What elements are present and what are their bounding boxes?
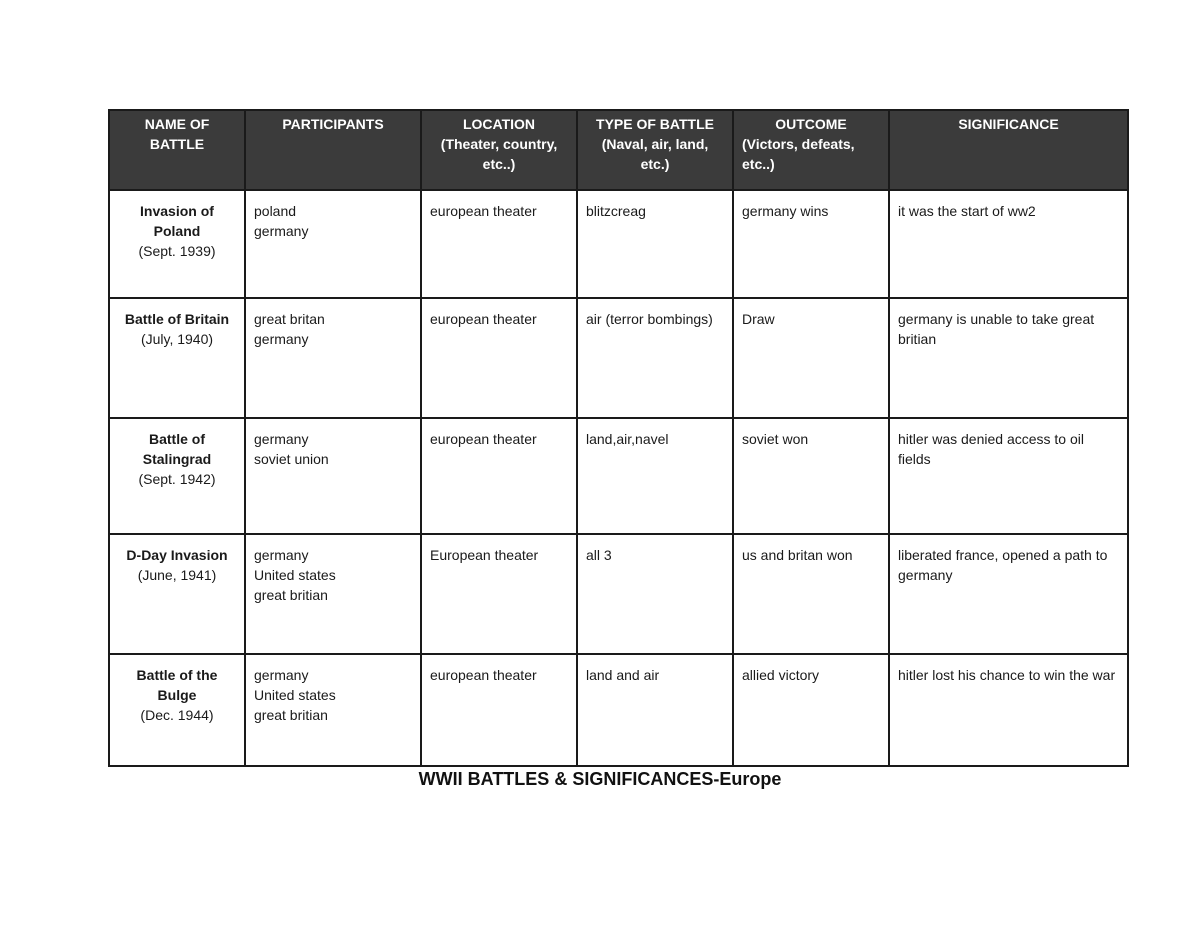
header-type-of-battle (577, 110, 733, 190)
participants-cell (245, 190, 421, 298)
type-cell: land and air (577, 654, 733, 766)
header-name-of-battle (109, 110, 245, 190)
battle-name-cell (109, 534, 245, 654)
location-cell: european theater (421, 298, 577, 418)
table-row (109, 534, 1128, 654)
header-location (421, 110, 577, 190)
significance-cell: germany is unable to take great britian (889, 298, 1128, 418)
participant: great britian (254, 587, 328, 603)
table-row (109, 298, 1128, 418)
header-significance (889, 110, 1128, 190)
header-line: PARTICIPANTS (282, 116, 384, 132)
participants-cell (245, 654, 421, 766)
participants-cell (245, 418, 421, 534)
header-line: etc.) (640, 156, 670, 172)
battle-name-cell (109, 654, 245, 766)
significance-cell: hitler lost his chance to win the war (889, 654, 1128, 766)
outcome-cell: Draw (733, 298, 889, 418)
battle-date: (Dec. 1944) (140, 707, 214, 723)
header-line: SIGNIFICANCE (958, 116, 1059, 132)
header-line: (Naval, air, land, (601, 136, 709, 152)
battle-name: Battle of the Bulge (136, 667, 218, 703)
type-cell: land,air,navel (577, 418, 733, 534)
header-line: OUTCOME (775, 116, 847, 132)
battle-name-cell (109, 418, 245, 534)
table-row (109, 654, 1128, 766)
header-line: (Victors, defeats, (742, 136, 855, 152)
location-cell: european theater (421, 418, 577, 534)
battles-sheet (108, 109, 1127, 767)
battle-name-cell (109, 190, 245, 298)
participant: germany (254, 547, 309, 563)
header-participants (245, 110, 421, 190)
location-cell: european theater (421, 654, 577, 766)
header-line: NAME OF (144, 116, 210, 132)
battle-name-cell (109, 298, 245, 418)
battle-name: Invasion of Poland (140, 203, 214, 239)
battle-name: Battle of Britain (124, 311, 230, 327)
header-line: etc..) (742, 156, 775, 172)
page-title: WWII BATTLES & SIGNIFICANCES-Europe (418, 769, 782, 789)
significance-cell: hitler was denied access to oil fields (889, 418, 1128, 534)
battle-date: (Sept. 1939) (138, 243, 216, 259)
outcome-cell: us and britan won (733, 534, 889, 654)
participant: germany (254, 223, 309, 239)
location-cell: european theater (421, 190, 577, 298)
header-line: (Theater, country, (440, 136, 558, 152)
outcome-cell: soviet won (733, 418, 889, 534)
header-outcome (733, 110, 889, 190)
location-cell: European theater (421, 534, 577, 654)
battles-table (108, 109, 1129, 767)
header-line: BATTLE (149, 136, 205, 152)
header-row (109, 110, 1128, 190)
battle-name: D-Day Invasion (126, 547, 228, 563)
battle-name: Battle of Stalingrad (142, 431, 212, 467)
type-cell: blitzcreag (577, 190, 733, 298)
participants-cell (245, 298, 421, 418)
participant: germany (254, 431, 309, 447)
outcome-cell: germany wins (733, 190, 889, 298)
participant: soviet union (254, 451, 329, 467)
participant: germany (254, 667, 309, 683)
type-cell: air (terror bombings) (577, 298, 733, 418)
participants-cell (245, 534, 421, 654)
header-line: TYPE OF BATTLE (596, 116, 714, 132)
header-line: etc..) (482, 156, 516, 172)
significance-cell: liberated france, opened a path to germany (889, 534, 1128, 654)
participant: germany (254, 331, 309, 347)
participant: United states (254, 687, 336, 703)
table-row (109, 418, 1128, 534)
table-row (109, 190, 1128, 298)
participant: United states (254, 567, 336, 583)
type-cell: all 3 (577, 534, 733, 654)
participant: great britan (254, 311, 325, 327)
participant: poland (254, 203, 297, 219)
participant: great britian (254, 707, 328, 723)
battle-date: (July, 1940) (140, 331, 214, 347)
header-line: LOCATION (462, 116, 536, 132)
outcome-cell: allied victory (733, 654, 889, 766)
battle-date: (June, 1941) (137, 567, 217, 583)
significance-cell: it was the start of ww2 (889, 190, 1128, 298)
battle-date: (Sept. 1942) (138, 471, 216, 487)
